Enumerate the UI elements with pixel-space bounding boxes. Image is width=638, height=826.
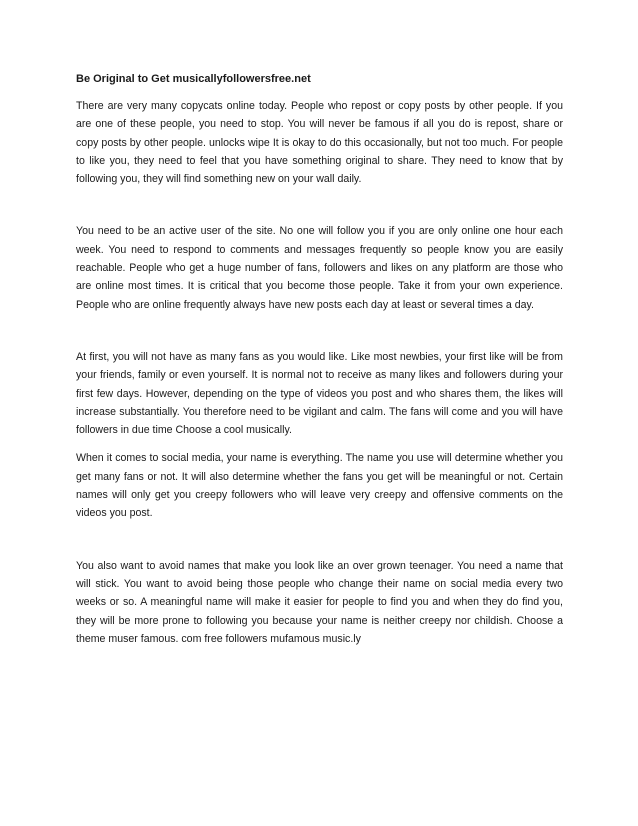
document-page (76, 70, 563, 648)
paragraph-copycats: There are very many copycats online today. People who repost or copy posts by other people. If you are one of these people, you need to stop. You will never be famous if all you do is repost, share or copy posts by other people. unlocks wipe It is okay to do this occasionally, but not too much. For people to like you, they need to feel that you have something original to share. They need to know that by following you, they will find something new on your wall daily. (76, 100, 563, 186)
paragraph-social-name: When it comes to social media, your name is everything. The name you use will determine whether you get many fans or not. It will also determine whether the fans you get will be meaningful or not. Certain names will only get you creepy followers who will leave very creepy and offensive comments on the videos you post. (76, 452, 563, 520)
paragraph-active-user: You need to be an active user of the site. No one will follow you if you are only online one hour each week. You need to respond to comments and messages frequently so people know you are easily reachable. People who get a huge number of fans, followers and likes on any platform are those who are online most times. It is critical that you become those people. Take it from your own experience. People who are online frequently always have new posts each day at least or several times a day. (76, 225, 563, 311)
paragraph-first-fans: At first, you will not have as many fans as you would like. Like most newbies, your first like will be from your friends, family or even yourself. It is normal not to receive as many likes and followers during your first few days. However, depending on the type of videos you post and who shares them, the likes will increase substantially. You therefore need to be vigilant and calm. The fans will come and you will have followers in due time Choose a cool musically. (76, 350, 563, 437)
paragraph-avoid-names: You also want to avoid names that make you look like an over grown teenager. You need a name that will stick. You want to avoid being those people who change their name on social media every two weeks or so. A meaningful name will make it easier for people to find you and when they do find you, they will be more prone to following you because your name is neither creepy nor childish. Choose a theme muser famous. com free followers mufamous music.ly (76, 559, 563, 645)
document-title: Be Original to Get musicallyfollowersfree.net (76, 73, 311, 85)
